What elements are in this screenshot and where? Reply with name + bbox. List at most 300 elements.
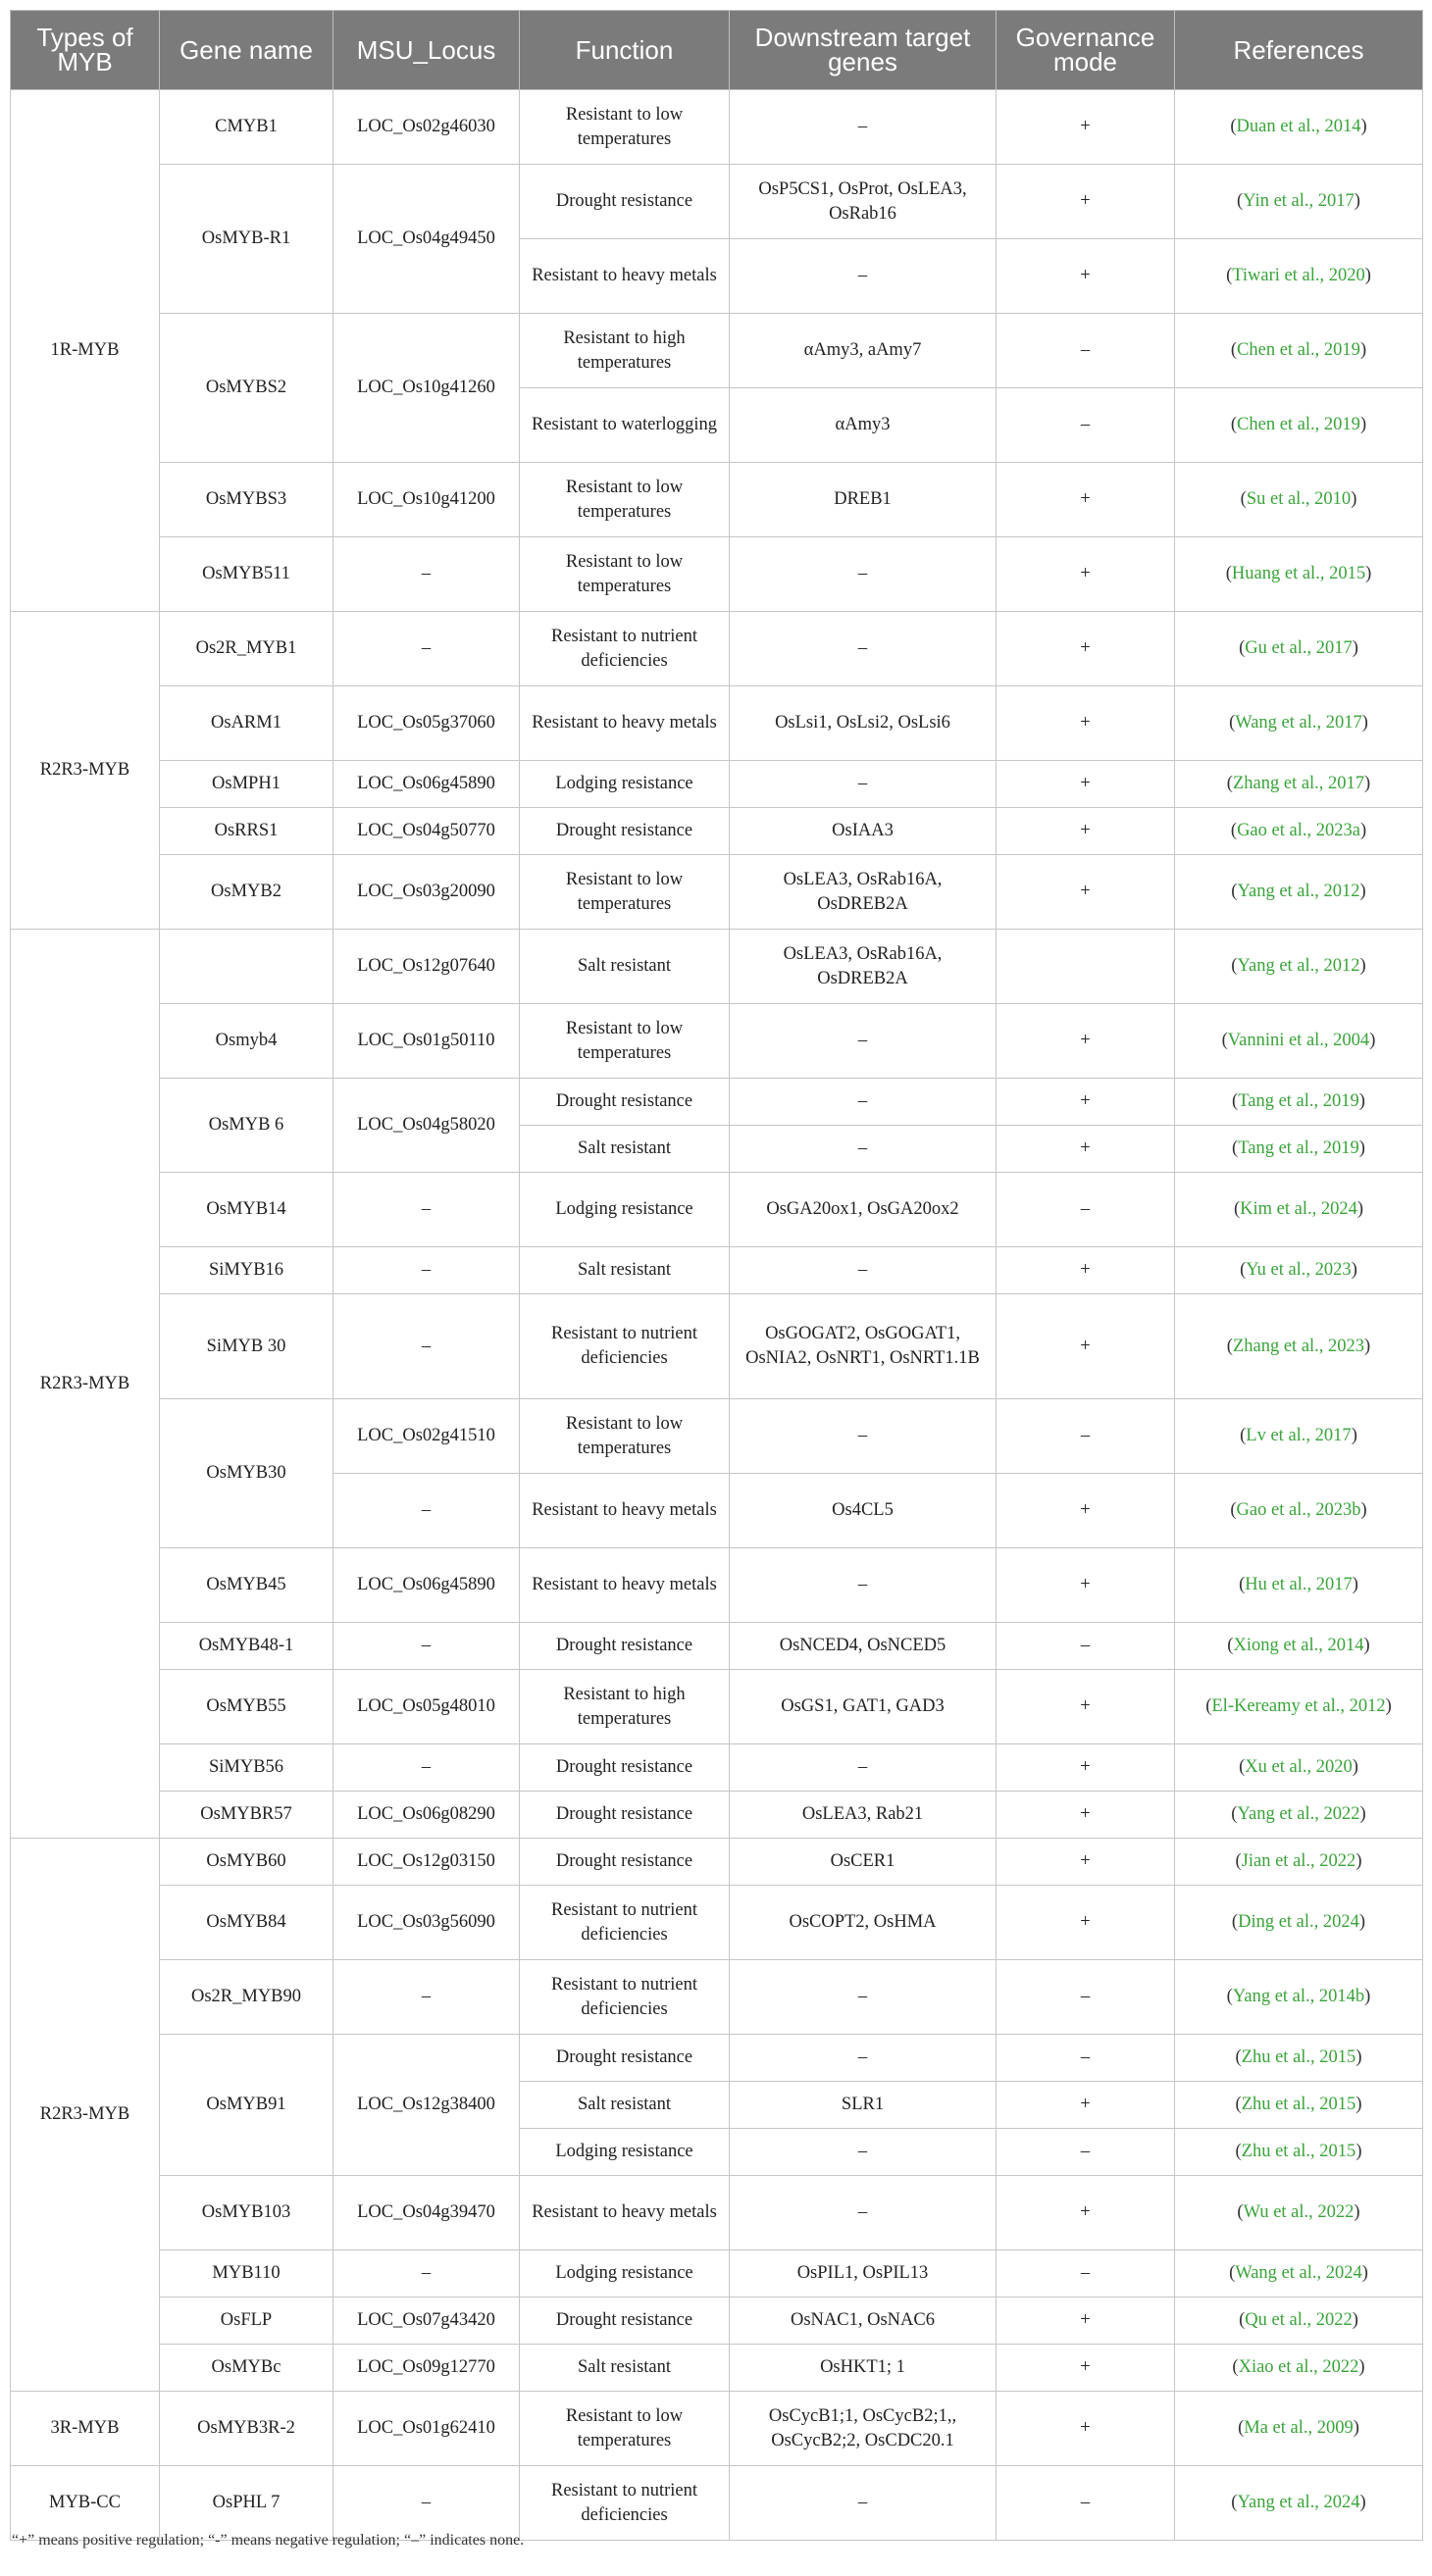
gene-name-cell: OsMYB45 [160,1548,333,1623]
target-genes-cell: OsLEA3, Rab21 [730,1792,997,1839]
function-cell: Resistant to nutrient deficiencies [520,1294,730,1399]
target-genes-cell: – [730,2035,997,2082]
msu-locus-cell: LOC_Os02g41510 [333,1399,520,1474]
target-genes-cell: OsHKT1; 1 [730,2345,997,2392]
table-row [11,761,1423,808]
function-cell: Resistant to low temperatures [520,537,730,612]
gene-name-cell: OsMYB 6 [160,1079,333,1173]
target-genes-cell: – [730,2176,997,2250]
reference-close-paren: ) [1355,2095,1362,2114]
function-cell: Resistant to low temperatures [520,2392,730,2466]
function-cell: Resistant to heavy metals [520,686,730,761]
reference-close-paren: ) [1364,266,1371,285]
reference-close-paren: ) [1360,1500,1367,1520]
table-row [11,808,1423,855]
gene-name-cell: OsMYB30 [160,1399,333,1548]
reference-cell [1175,1670,1423,1744]
reference-link[interactable]: Yin et al., 2017 [1243,191,1355,211]
reference-open-paren: ( [1240,489,1247,509]
reference-link[interactable]: Ding et al., 2024 [1238,1912,1359,1932]
function-cell: Resistant to low temperatures [520,1004,730,1079]
reference-link[interactable]: Duan et al., 2014 [1236,117,1361,136]
gene-name-cell: OsMYBS2 [160,314,333,463]
reference-link[interactable]: Zhu et al., 2015 [1241,2047,1356,2067]
governance-mode-cell: – [997,2250,1175,2298]
header-function: Function [520,11,730,90]
function-cell: Drought resistance [520,1079,730,1126]
msu-locus-cell: LOC_Os05g48010 [333,1670,520,1744]
reference-link[interactable]: Ma et al., 2009 [1244,2418,1354,2438]
reference-open-paren: ( [1226,266,1233,285]
msu-locus-cell: LOC_Os12g03150 [333,1839,520,1886]
reference-open-paren: ( [1230,117,1237,136]
reference-open-paren: ( [1239,1575,1246,1594]
reference-close-paren: ) [1364,1987,1371,2006]
governance-mode-cell: – [997,314,1175,388]
table-row [11,2250,1423,2298]
governance-mode-cell: + [997,855,1175,930]
reference-open-paren: ( [1230,1500,1237,1520]
governance-mode-cell: – [997,2129,1175,2176]
target-genes-cell: OsPIL1, OsPIL13 [730,2250,997,2298]
function-cell: Resistant to nutrient deficiencies [520,2466,730,2541]
reference-link[interactable]: Qu et al., 2022 [1245,2310,1353,2330]
reference-open-paren: ( [1240,1426,1247,1445]
reference-open-paren: ( [1230,415,1238,434]
reference-link[interactable]: Gu et al., 2017 [1245,638,1353,658]
table-row [11,463,1423,537]
reference-open-paren: ( [1235,2047,1242,2067]
reference-open-paren: ( [1231,956,1238,976]
reference-link[interactable]: Yang et al., 2012 [1237,956,1360,976]
governance-mode-cell: + [997,1744,1175,1792]
target-genes-cell: – [730,761,997,808]
reference-cell [1175,761,1423,808]
header-references: References [1175,11,1423,90]
table-row [11,855,1423,930]
msu-locus-cell: LOC_Os12g38400 [333,2035,520,2176]
governance-mode-cell: + [997,90,1175,165]
reference-link[interactable]: Chen et al., 2019 [1237,415,1360,434]
reference-open-paren: ( [1226,774,1233,793]
reference-link[interactable]: Gao et al., 2023a [1237,821,1360,840]
governance-mode-cell: + [997,761,1175,808]
reference-close-paren: ) [1363,1636,1370,1655]
reference-link[interactable]: Tang et al., 2019 [1238,1138,1359,1158]
reference-open-paren: ( [1232,1091,1239,1111]
msu-locus-cell: – [333,1623,520,1670]
target-genes-cell: OsGOGAT2, OsGOGAT1, OsNIA2, OsNRT1, OsNRT1.1B [730,1294,997,1399]
governance-mode-cell: + [997,1548,1175,1623]
target-genes-cell: – [730,537,997,612]
target-genes-cell: SLR1 [730,2082,997,2129]
reference-link[interactable]: Tiwari et al., 2020 [1232,266,1365,285]
reference-open-paren: ( [1230,340,1238,360]
myb-type-cell: 1R-MYB [11,90,160,612]
governance-mode-cell: + [997,2176,1175,2250]
table-row [11,2035,1423,2082]
reference-cell [1175,1960,1423,2035]
reference-close-paren: ) [1364,774,1371,793]
reference-link[interactable]: Wu et al., 2022 [1243,2202,1355,2222]
reference-link[interactable]: Zhang et al., 2023 [1232,1336,1365,1356]
governance-mode-cell: + [997,1839,1175,1886]
table-row [11,686,1423,761]
governance-mode-cell: + [997,1792,1175,1839]
reference-link[interactable]: Su et al., 2010 [1246,489,1352,509]
reference-link[interactable]: Xiao et al., 2022 [1238,2357,1359,2377]
reference-open-paren: ( [1231,882,1238,901]
reference-link[interactable]: Lv et al., 2017 [1246,1426,1352,1445]
reference-cell [1175,686,1423,761]
gene-name-cell: OsMYB60 [160,1839,333,1886]
table-row [11,90,1423,165]
table-row [11,1670,1423,1744]
table-row [11,1886,1423,1960]
gene-name-cell: OsMYBR57 [160,1792,333,1839]
header-gene-name: Gene name [160,11,333,90]
target-genes-cell: – [730,1004,997,1079]
reference-cell [1175,537,1423,612]
reference-close-paren: ) [1352,638,1358,658]
reference-open-paren: ( [1226,1987,1233,2006]
function-cell: Resistant to heavy metals [520,239,730,314]
function-cell: Drought resistance [520,808,730,855]
reference-link[interactable]: Hu et al., 2017 [1245,1575,1353,1594]
governance-mode-cell: + [997,1079,1175,1126]
msu-locus-cell: LOC_Os09g12770 [333,2345,520,2392]
gene-name-cell: OsFLP [160,2298,333,2345]
reference-close-paren: ) [1355,1851,1362,1871]
reference-close-paren: ) [1358,2357,1365,2377]
reference-cell [1175,2250,1423,2298]
msu-locus-cell: – [333,537,520,612]
reference-cell [1175,2082,1423,2129]
reference-close-paren: ) [1354,2202,1360,2222]
reference-link[interactable]: Xiong et al., 2014 [1233,1636,1364,1655]
msu-locus-cell: LOC_Os06g08290 [333,1792,520,1839]
reference-cell [1175,2345,1423,2392]
function-cell: Resistant to nutrient deficiencies [520,612,730,686]
reference-cell [1175,1399,1423,1474]
function-cell: Resistant to low temperatures [520,1399,730,1474]
target-genes-cell: Os4CL5 [730,1474,997,1548]
gene-name-cell: OsMYB14 [160,1173,333,1247]
table-row [11,2466,1423,2541]
reference-open-paren: ( [1221,1031,1228,1050]
target-genes-cell: OsP5CS1, OsProt, OsLEA3, OsRab16 [730,165,997,239]
governance-mode-cell: + [997,1126,1175,1173]
function-cell: Drought resistance [520,1839,730,1886]
msu-locus-cell: LOC_Os06g45890 [333,1548,520,1623]
governance-mode-cell: + [997,686,1175,761]
reference-cell [1175,1623,1423,1670]
governance-mode-cell: + [997,537,1175,612]
msu-locus-cell: LOC_Os01g62410 [333,2392,520,2466]
reference-close-paren: ) [1355,2142,1362,2161]
reference-close-paren: ) [1364,1336,1371,1356]
table-container [10,10,1422,2541]
table-row [11,1294,1423,1399]
function-cell: Drought resistance [520,165,730,239]
reference-open-paren: ( [1229,2263,1236,2283]
reference-close-paren: ) [1359,1804,1366,1824]
reference-cell [1175,808,1423,855]
table-row [11,2176,1423,2250]
function-cell: Salt resistant [520,2345,730,2392]
target-genes-cell: OsCOPT2, OsHMA [730,1886,997,1960]
governance-mode-cell: + [997,1004,1175,1079]
reference-open-paren: ( [1239,638,1246,658]
reference-link[interactable]: Xu et al., 2020 [1245,1757,1353,1777]
table-row [11,1548,1423,1623]
myb-type-cell: R2R3-MYB [11,930,160,1839]
reference-open-paren: ( [1227,1636,1234,1655]
msu-locus-cell: LOC_Os01g50110 [333,1004,520,1079]
reference-cell [1175,930,1423,1004]
table-row [11,2298,1423,2345]
reference-cell [1175,463,1423,537]
reference-close-paren: ) [1361,713,1368,732]
function-cell: Lodging resistance [520,2250,730,2298]
gene-name-cell: SiMYB56 [160,1744,333,1792]
reference-open-paren: ( [1226,1336,1233,1356]
function-cell: Resistant to high temperatures [520,314,730,388]
msu-locus-cell: LOC_Os03g56090 [333,1886,520,1960]
reference-cell [1175,1839,1423,1886]
governance-mode-cell: + [997,1247,1175,1294]
reference-cell [1175,1126,1423,1173]
reference-link[interactable]: Yang et al., 2014b [1232,1987,1365,2006]
reference-link[interactable]: Yang et al., 2024 [1237,2493,1360,2512]
reference-link[interactable]: Jian et al., 2022 [1241,1851,1356,1871]
reference-close-paren: ) [1358,1912,1366,1932]
reference-open-paren: ( [1237,191,1244,211]
msu-locus-cell: – [333,2466,520,2541]
reference-link[interactable]: Gao et al., 2023b [1236,1500,1361,1520]
target-genes-cell: OsCycB1;1, OsCycB2;1,, OsCycB2;2, OsCDC20.1 [730,2392,997,2466]
function-cell: Drought resistance [520,2298,730,2345]
reference-link[interactable]: Huang et al., 2015 [1231,564,1366,583]
gene-name-cell: OsMYB511 [160,537,333,612]
reference-open-paren: ( [1237,2202,1244,2222]
reference-link[interactable]: Yang et al., 2022 [1237,1804,1360,1824]
gene-name-cell: OsMYBc [160,2345,333,2392]
reference-link[interactable]: Wang et al., 2017 [1235,713,1362,732]
reference-link[interactable]: Zhang et al., 2017 [1232,774,1365,793]
reference-close-paren: ) [1356,1199,1364,1219]
function-cell: Salt resistant [520,930,730,1004]
reference-cell [1175,1744,1423,1792]
function-cell: Resistant to heavy metals [520,1474,730,1548]
governance-mode-cell: + [997,612,1175,686]
governance-mode-cell: + [997,165,1175,239]
reference-cell [1175,1294,1423,1399]
function-cell: Lodging resistance [520,761,730,808]
reference-close-paren: ) [1359,821,1367,840]
reference-close-paren: ) [1352,1757,1358,1777]
reference-open-paren: ( [1233,1199,1241,1219]
reference-cell [1175,2035,1423,2082]
table-row [11,314,1423,388]
reference-link[interactable]: Yu et al., 2023 [1246,1260,1352,1280]
reference-open-paren: ( [1235,2142,1242,2161]
reference-link[interactable]: El-Kereamy et al., 2012 [1211,1696,1386,1716]
reference-link[interactable]: Zhu et al., 2015 [1241,2095,1356,2114]
header-msu-locus: MSU_Locus [333,11,520,90]
target-genes-cell: – [730,2466,997,2541]
gene-name-cell: OsMYB55 [160,1670,333,1744]
reference-cell [1175,1548,1423,1623]
governance-mode-cell: + [997,1474,1175,1548]
reference-link[interactable]: Yang et al., 2012 [1237,882,1360,901]
function-cell: Resistant to low temperatures [520,463,730,537]
target-genes-cell: OsCER1 [730,1839,997,1886]
target-genes-cell: αAmy3 [730,388,997,463]
gene-name-cell: OsMYB3R-2 [160,2392,333,2466]
table-row [11,1792,1423,1839]
reference-close-paren: ) [1369,1031,1376,1050]
reference-link[interactable]: Tang et al., 2019 [1238,1091,1359,1111]
header-row [11,11,1423,90]
governance-mode-cell: + [997,463,1175,537]
gene-name-cell: OsMYB84 [160,1886,333,1960]
msu-locus-cell: LOC_Os10g41260 [333,314,520,463]
function-cell: Resistant to nutrient deficiencies [520,1960,730,2035]
reference-open-paren: ( [1232,1138,1239,1158]
function-cell: Resistant to low temperatures [520,855,730,930]
reference-open-paren: ( [1231,2493,1238,2512]
reference-close-paren: ) [1352,2310,1358,2330]
reference-close-paren: ) [1365,564,1372,583]
function-cell: Resistant to waterlogging [520,388,730,463]
target-genes-cell: – [730,1126,997,1173]
reference-cell [1175,1886,1423,1960]
myb-type-cell: R2R3-MYB [11,1839,160,2392]
reference-open-paren: ( [1231,1912,1239,1932]
governance-mode-cell [997,930,1175,1004]
reference-cell [1175,1474,1423,1548]
table-footnote: “+” means positive regulation; “-” means negative regulation; “–” indicates none. [12,2532,525,2549]
table-row [11,1079,1423,1126]
reference-open-paren: ( [1205,1696,1212,1716]
governance-mode-cell: – [997,1173,1175,1247]
myb-type-cell: MYB-CC [11,2466,160,2541]
gene-name-cell: SiMYB16 [160,1247,333,1294]
gene-name-cell: MYB110 [160,2250,333,2298]
target-genes-cell: – [730,1079,997,1126]
reference-cell [1175,239,1423,314]
table-row [11,1960,1423,2035]
reference-open-paren: ( [1229,713,1236,732]
msu-locus-cell: LOC_Os04g58020 [333,1079,520,1173]
table-row [11,612,1423,686]
function-cell: Resistant to nutrient deficiencies [520,1886,730,1960]
governance-mode-cell: – [997,388,1175,463]
governance-mode-cell: + [997,1886,1175,1960]
reference-cell [1175,314,1423,388]
reference-link[interactable]: Wang et al., 2024 [1235,2263,1362,2283]
msu-locus-cell: – [333,1744,520,1792]
reference-close-paren: ) [1385,1696,1392,1716]
gene-name-cell: OsMYB91 [160,2035,333,2176]
table-body [11,90,1423,2541]
governance-mode-cell: – [997,2466,1175,2541]
target-genes-cell: – [730,2129,997,2176]
governance-mode-cell: + [997,2298,1175,2345]
reference-link[interactable]: Chen et al., 2019 [1237,340,1360,360]
table-row [11,1173,1423,1247]
msu-locus-cell: LOC_Os04g50770 [333,808,520,855]
reference-cell [1175,1247,1423,1294]
table-row [11,1004,1423,1079]
function-cell: Lodging resistance [520,1173,730,1247]
governance-mode-cell: + [997,2392,1175,2466]
reference-cell [1175,2129,1423,2176]
msu-locus-cell: LOC_Os07g43420 [333,2298,520,2345]
governance-mode-cell: – [997,2035,1175,2082]
target-genes-cell: OsIAA3 [730,808,997,855]
governance-mode-cell: + [997,1670,1175,1744]
reference-cell [1175,612,1423,686]
target-genes-cell: αAmy3, aAmy7 [730,314,997,388]
target-genes-cell: OsLEA3, OsRab16A, OsDREB2A [730,855,997,930]
gene-name-cell: Osmyb4 [160,1004,333,1079]
target-genes-cell: – [730,1548,997,1623]
reference-link[interactable]: Zhu et al., 2015 [1241,2142,1356,2161]
reference-open-paren: ( [1225,564,1232,583]
governance-mode-cell: + [997,2345,1175,2392]
target-genes-cell: – [730,1247,997,1294]
reference-open-paren: ( [1239,1757,1246,1777]
reference-close-paren: ) [1359,340,1367,360]
gene-name-cell: OsMYBS3 [160,463,333,537]
target-genes-cell: DREB1 [730,463,997,537]
table-row [11,1744,1423,1792]
reference-open-paren: ( [1240,1260,1247,1280]
gene-name-cell: OsMYB48-1 [160,1623,333,1670]
reference-open-paren: ( [1238,2418,1245,2438]
gene-name-cell: OsMPH1 [160,761,333,808]
reference-cell [1175,2392,1423,2466]
msu-locus-cell: LOC_Os10g41200 [333,463,520,537]
reference-close-paren: ) [1359,882,1366,901]
header-types-of-myb: Types of MYB [11,11,160,90]
msu-locus-cell: LOC_Os12g07640 [333,930,520,1004]
msu-locus-cell: LOC_Os06g45890 [333,761,520,808]
function-cell: Salt resistant [520,2082,730,2129]
table-row [11,2392,1423,2466]
msu-locus-cell: – [333,1960,520,2035]
table-row [11,537,1423,612]
gene-name-cell: OsRRS1 [160,808,333,855]
header-downstream-target-genes: Downstream target genes [730,11,997,90]
msu-locus-cell: LOC_Os04g49450 [333,165,520,314]
governance-mode-cell: + [997,808,1175,855]
table-row [11,930,1423,1004]
gene-name-cell: CMYB1 [160,90,333,165]
reference-link[interactable]: Kim et al., 2024 [1240,1199,1357,1219]
reference-link[interactable]: Vannini et al., 2004 [1227,1031,1370,1050]
function-cell: Drought resistance [520,1744,730,1792]
gene-name-cell: Os2R_MYB1 [160,612,333,686]
gene-name-cell: OsMYB2 [160,855,333,930]
reference-cell [1175,388,1423,463]
target-genes-cell: OsLEA3, OsRab16A, OsDREB2A [730,930,997,1004]
msu-locus-cell: – [333,1247,520,1294]
reference-close-paren: ) [1353,2418,1359,2438]
function-cell: Resistant to heavy metals [520,2176,730,2250]
